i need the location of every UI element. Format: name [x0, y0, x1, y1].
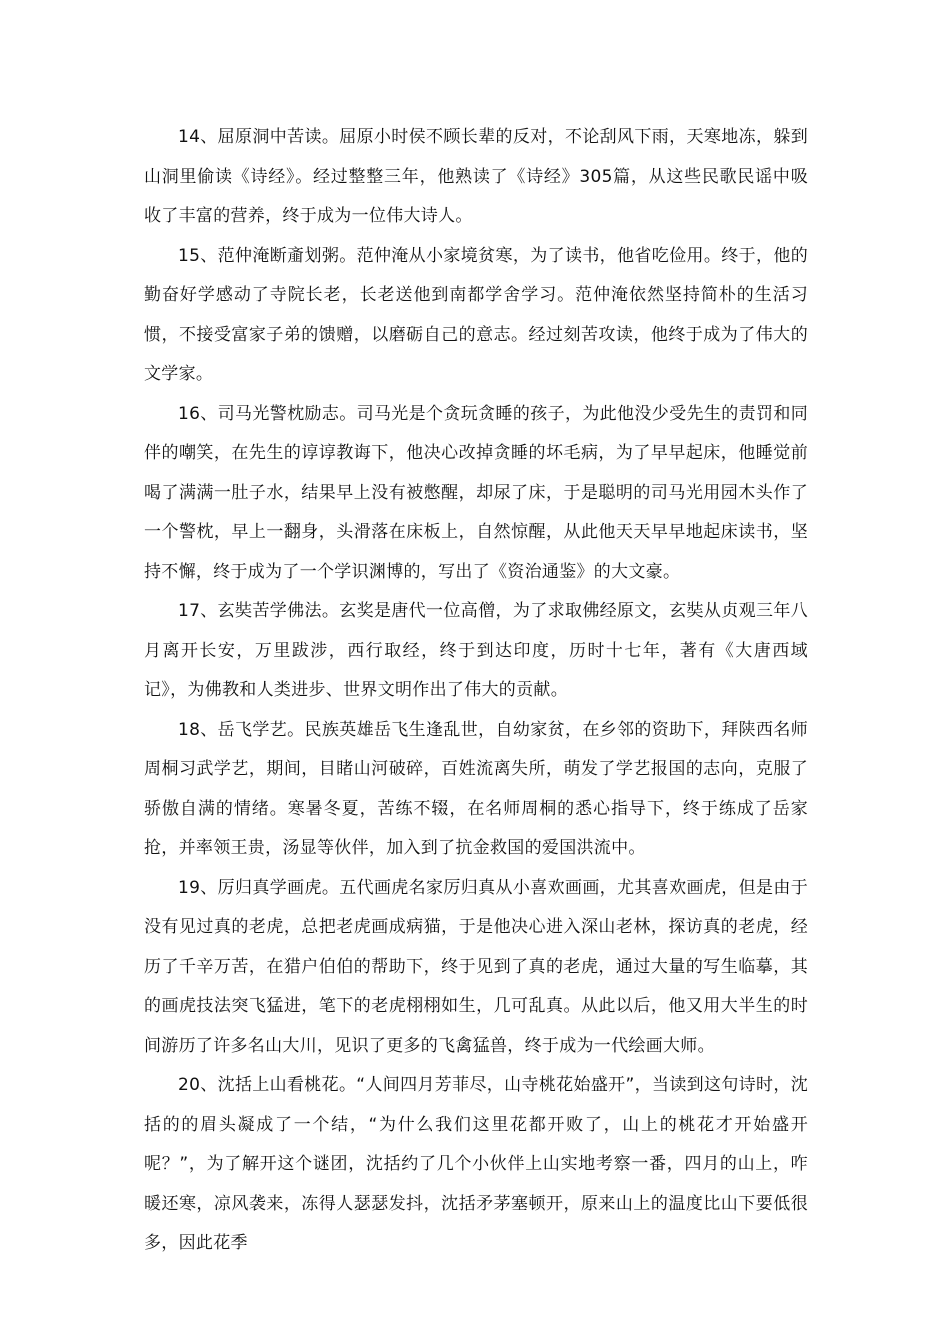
document-body [144, 118, 808, 1264]
paragraph-14-quyuan: 14、屈原洞中苦读。屈原小时侯不顾长辈的反对，不论刮风下雨，天寒地冻，躲到山洞里偷读《诗经》。经过整整三年，他熟读了《诗经》305篇，从这些民歌民谣中吸收了丰富的营养，终于成为一位伟大诗人。 [144, 127, 808, 226]
paragraph-20-shenkuo: 20、沈括上山看桃花。“人间四月芳菲尽，山寺桃花始盛开”，当读到这句诗时，沈括的的眉头凝成了一个结，“为什么我们这里花都开败了，山上的桃花才开始盛开呢？”，为了解开这个谜团，沈括约了几个小伙伴上山实地考察一番，四月的山上，咋暖还寒，凉风袭来，冻得人瑟瑟发抖，沈括矛茅塞顿开，原来山上的温度比山下要低很多，因此花季 [144, 1075, 808, 1253]
paragraph-19-liguizhen: 19、厉归真学画虎。五代画虎名家厉归真从小喜欢画画，尤其喜欢画虎，但是由于没有见过真的老虎，总把老虎画成病猫，于是他决心进入深山老林，探访真的老虎，经历了千辛万苦，在猎户伯伯的帮助下，终于见到了真的老虎，通过大量的写生临摹，其的画虎技法突飞猛进，笔下的老虎栩栩如生，几可乱真。从此以后，他又用大半生的时间游历了许多名山大川，见识了更多的飞禽猛兽，终于成为一代绘画大师。 [144, 877, 808, 1056]
paragraph-15-fanzhongyan: 15、范仲淹断齑划粥。范仲淹从小家境贫寒，为了读书，他省吃俭用。终于，他的勤奋好学感动了寺院长老，长老送他到南都学舍学习。范仲淹依然坚持简朴的生活习惯，不接受富家子弟的馈赠，以磨砺自己的意志。经过刻苦攻读，他终于成为了伟大的文学家。 [144, 245, 808, 384]
paragraph-17-xuanzang: 17、玄奘苦学佛法。玄奖是唐代一位高僧，为了求取佛经原文，玄奘从贞观三年八月离开长安，万里跋涉，西行取经，终于到达印度，历时十七年，著有《大唐西域记》，为佛教和人类进步、世界文明作出了伟大的贡献。 [144, 601, 808, 700]
paragraph-18-yuefei: 18、岳飞学艺。民族英雄岳飞生逢乱世，自幼家贫，在乡邻的资助下，拜陕西名师周桐习武学艺，期间，目睹山河破碎，百姓流离失所，萌发了学艺报国的志向，克服了骄傲自满的情绪。寒暑冬夏，苦练不辍，在名师周桐的悉心指导下，终于练成了岳家抢，并率领王贵，汤显等伙伴，加入到了抗金救国的爱国洪流中。 [144, 719, 808, 858]
paragraph-16-simaguang: 16、司马光警枕励志。司马光是个贪玩贪睡的孩子，为此他没少受先生的责罚和同伴的嘲笑，在先生的谆谆教诲下，他决心改掉贪睡的坏毛病，为了早早起床，他睡觉前喝了满满一肚子水，结果早上没有被憋醒，却尿了床，于是聪明的司马光用园木头作了一个警枕，早上一翻身，头滑落在床板上，自然惊醒，从此他天天早早地起床读书，坚持不懈，终于成为了一个学识渊博的，写出了《资治通鉴》的大文豪。 [144, 403, 808, 582]
